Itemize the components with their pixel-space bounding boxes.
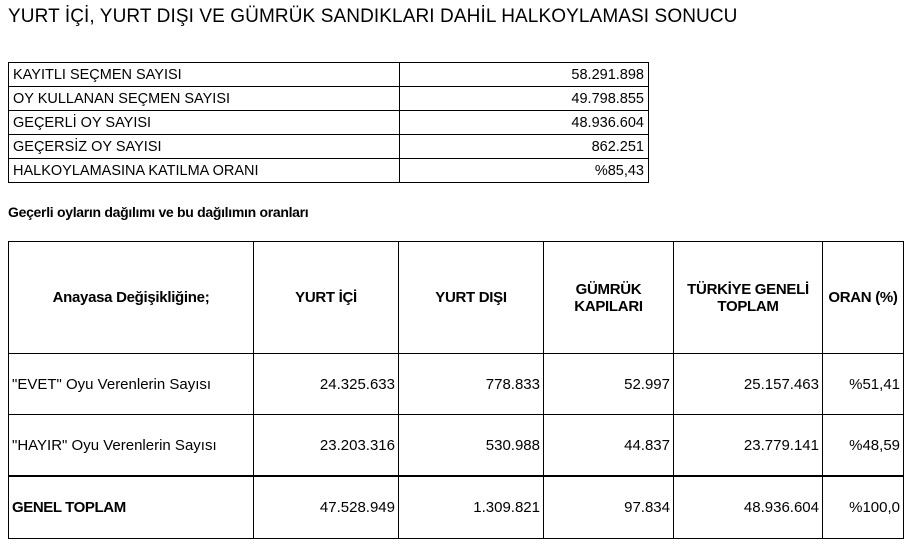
table-row [9,63,649,87]
cell: 52.997 [544,354,674,415]
page-title: YURT İÇİ, YURT DIŞI VE GÜMRÜK SANDIKLARI DAHİL HALKOYLAMASI SONUCU [8,6,738,27]
total-row [9,476,904,539]
cell: %48,59 [823,415,904,477]
cell: 97.834 [544,476,674,539]
column-header: Anayasa Değişikliğine; [9,242,254,354]
table-row [9,111,649,135]
summary-label: HALKOYLAMASINA KATILMA ORANI [9,159,400,183]
row-label: GENEL TOPLAM [9,476,254,539]
cell: 778.833 [399,354,544,415]
column-header: YURT İÇİ [254,242,399,354]
row-label: "EVET" Oyu Verenlerin Sayısı [9,354,254,415]
cell: 47.528.949 [254,476,399,539]
section-subtitle: Geçerli oyların dağılımı ve bu dağılımın oranları [8,204,309,220]
table-row [9,159,649,183]
cell: %51,41 [823,354,904,415]
summary-value: 58.291.898 [400,63,649,87]
table-row [9,87,649,111]
summary-value: 49.798.855 [400,87,649,111]
column-header: TÜRKİYE GENELİ TOPLAM [674,242,823,354]
column-header: YURT DIŞI [399,242,544,354]
summary-value: 862.251 [400,135,649,159]
summary-label: OY KULLANAN SEÇMEN SAYISI [9,87,400,111]
summary-label: KAYITLI SEÇMEN SAYISI [9,63,400,87]
header-row [9,242,904,354]
column-header: GÜMRÜK KAPILARI [544,242,674,354]
cell: 48.936.604 [674,476,823,539]
cell: 23.203.316 [254,415,399,477]
cell: %100,0 [823,476,904,539]
summary-label: GEÇERLİ OY SAYISI [9,111,400,135]
table-row [9,135,649,159]
cell: 1.309.821 [399,476,544,539]
column-header: ORAN (%) [823,242,904,354]
summary-value: 48.936.604 [400,111,649,135]
results-table [8,241,904,539]
table-row [9,354,904,415]
summary-value: %85,43 [400,159,649,183]
cell: 24.325.633 [254,354,399,415]
cell: 530.988 [399,415,544,477]
cell: 44.837 [544,415,674,477]
summary-table [8,62,649,183]
table-row [9,415,904,477]
row-label: "HAYIR" Oyu Verenlerin Sayısı [9,415,254,477]
cell: 23.779.141 [674,415,823,477]
cell: 25.157.463 [674,354,823,415]
summary-label: GEÇERSİZ OY SAYISI [9,135,400,159]
